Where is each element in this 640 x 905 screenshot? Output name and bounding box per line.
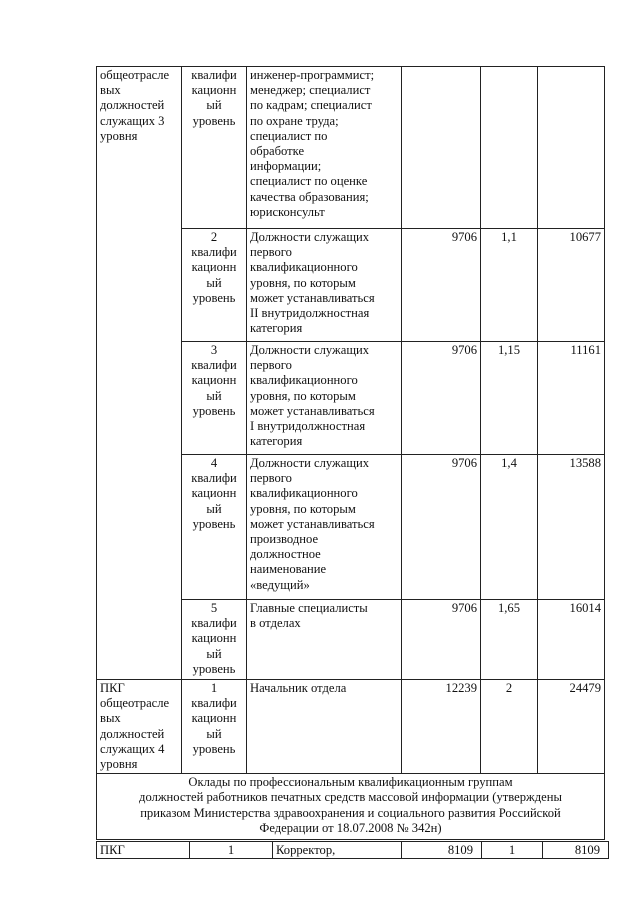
- positions-cell: Должности служащих первого квалификационного уровня, по которым может устанавливаться II внутридолжностная категория: [247, 229, 402, 342]
- table-row: [97, 842, 609, 859]
- salary-table-continued: [96, 841, 609, 859]
- positions-cell: Главные специалисты в отделах: [247, 600, 402, 680]
- coefficient-cell: 2: [481, 680, 538, 774]
- positions-cell: Корректор,: [273, 842, 402, 859]
- group-cell: ПКГ: [97, 842, 190, 859]
- level-cell: 4 квалифи кационн ый уровень: [182, 455, 247, 600]
- total-cell: [538, 67, 605, 229]
- salary-cell: 9706: [402, 600, 481, 680]
- group-cell: [97, 680, 182, 774]
- total-cell: 16014: [538, 600, 605, 680]
- level-cell: 5 квалифи кационн ый уровень: [182, 600, 247, 680]
- level-cell: 2 квалифи кационн ый уровень: [182, 229, 247, 342]
- salary-cell: [402, 67, 481, 229]
- total-cell: 13588: [538, 455, 605, 600]
- salary-cell: 9706: [402, 229, 481, 342]
- table-row: [97, 680, 605, 774]
- salary-cell: 9706: [402, 342, 481, 455]
- group-name-3: общеотрасле вых должностей служащих 3 уровня: [100, 68, 170, 143]
- section-heading-row: [97, 774, 605, 840]
- group-cell: [97, 67, 182, 680]
- total-cell: 11161: [538, 342, 605, 455]
- positions-cell: Должности служащих первого квалификационного уровня, по которым может устанавливаться производное должностное наименование «ведущий»: [247, 455, 402, 600]
- positions-cell: инженер-программист; менеджер; специалист по кадрам; специалист по охране труда; специалист по обработке информации; специалист по оценке качества образования; юрисконсульт: [247, 67, 402, 229]
- salary-table: [96, 66, 605, 840]
- table-row: [97, 67, 605, 229]
- level-cell: 1: [190, 842, 273, 859]
- coefficient-cell: 1,15: [481, 342, 538, 455]
- level-cell: квалифи кационн ый уровень: [182, 67, 247, 229]
- coefficient-cell: 1,4: [481, 455, 538, 600]
- total-cell: 10677: [538, 229, 605, 342]
- total-cell: 8109: [543, 842, 609, 859]
- salary-cell: 8109: [402, 842, 482, 859]
- section-heading: Оклады по профессиональным квалификационным группам должностей работников печатных средств массовой информации (утверждены приказом Министерства здравоохранения и социального развития Российской Федерации от 18.07.2008 № 342н): [97, 774, 605, 840]
- coefficient-cell: 1,65: [481, 600, 538, 680]
- level-cell: 3 квалифи кационн ый уровень: [182, 342, 247, 455]
- positions-cell: Должности служащих первого квалификационного уровня, по которым может устанавливаться I внутридолжностная категория: [247, 342, 402, 455]
- coefficient-cell: 1: [482, 842, 543, 859]
- salary-cell: 9706: [402, 455, 481, 600]
- group-name-4: ПКГ общеотрасле вых должностей служащих 4 уровня: [100, 681, 170, 772]
- positions-cell: Начальник отдела: [247, 680, 402, 774]
- coefficient-cell: 1,1: [481, 229, 538, 342]
- coefficient-cell: [481, 67, 538, 229]
- level-cell: 1 квалифи кационн ый уровень: [182, 680, 247, 774]
- salary-cell: 12239: [402, 680, 481, 774]
- total-cell: 24479: [538, 680, 605, 774]
